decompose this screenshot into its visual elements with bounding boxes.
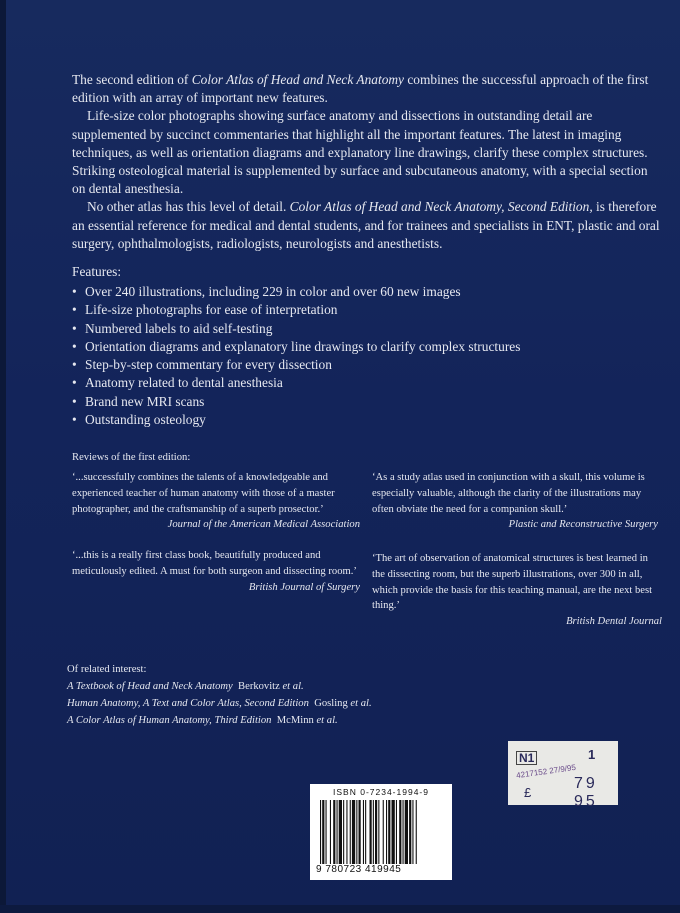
intro-paragraph-3: No other atlas has this level of detail. Color Atlas of Head and Neck Anatomy, Second Edition, is therefore an essential reference for medical and dental students, and for trainees and specialists in ENT, plastic and oral surgery, ophthalmologists, radiologists, neurologists and anesthetists. bbox=[72, 199, 660, 251]
quote-text: ‘...successfully combines the talents of a knowledgeable and experienced teacher of human anatomy with those of a master photographer, and the craftsmanship of a superb prosector.’ bbox=[72, 472, 335, 515]
list-item: • Outstanding osteology bbox=[72, 411, 520, 429]
related-titles bbox=[67, 661, 372, 729]
intro-text bbox=[72, 71, 664, 253]
bullet-icon: • bbox=[72, 412, 77, 428]
review-source: Journal of the American Medical Association bbox=[167, 519, 360, 531]
intro-paragraph-2: Life-size color photographs showing surface anatomy and dissections in outstanding detail are supplemented by succinct commentaries that highlight all the important features. The latest in imaging techniques, as well as orientation diagrams and explanatory line drawings, clarify these complex structures. Striking osteological material is supplemented by surface and subcutaneous anatomy, with a special section on dental anesthesia. bbox=[72, 108, 648, 197]
review-source: British Journal of Surgery bbox=[248, 581, 360, 593]
bullet-icon: • bbox=[72, 284, 77, 299]
bullet-icon: • bbox=[72, 393, 77, 409]
bullet-icon: • bbox=[72, 375, 77, 391]
currency-symbol: £ bbox=[524, 785, 532, 800]
reviews-heading: Reviews of the first edition: bbox=[72, 452, 191, 463]
bullet-icon: • bbox=[72, 338, 77, 354]
review-quote bbox=[72, 470, 360, 533]
quote-text: ‘...this is a really first class book, beautifully produced and meticulously edited. A must for both surgeon and dissecting room.’ bbox=[72, 550, 357, 577]
review-quote bbox=[372, 551, 662, 630]
review-source: Plastic and Reconstructive Surgery bbox=[508, 519, 658, 531]
isbn-text: ISBN 0-7234-1994-9 bbox=[333, 787, 429, 797]
quote-text: ‘As a study atlas used in conjunction with a skull, this volume is especially valuable, although the clarity of the illustrations may often obviate the need for a companion skull.’ bbox=[372, 472, 645, 515]
review-source: British Dental Journal bbox=[566, 616, 662, 628]
list-item: • Anatomy related to dental anesthesia bbox=[72, 374, 520, 392]
list-item: • Life-size photographs for ease of interpretation bbox=[72, 301, 520, 319]
features-list bbox=[72, 283, 520, 429]
sticker-qty: 1 bbox=[588, 747, 596, 762]
list-item: • Orientation diagrams and explanatory line drawings to clarify complex structures bbox=[72, 338, 520, 356]
review-quote bbox=[372, 470, 658, 533]
list-item: • Over 240 illustrations, including 229 in color and over 60 new images bbox=[72, 283, 520, 301]
book-title: Color Atlas of Head and Neck Anatomy, Second Edition, bbox=[289, 199, 593, 215]
cover-spine-edge bbox=[0, 0, 6, 913]
sticker-price: 79 95 bbox=[574, 775, 598, 810]
sticker-ref: 4217152 27/9/95 bbox=[515, 762, 577, 781]
related-item: Human Anatomy, A Text and Color Atlas, Second Edition Gosling et al. bbox=[67, 698, 372, 709]
features-heading: Features: bbox=[72, 264, 122, 279]
bullet-icon: • bbox=[72, 357, 77, 373]
related-heading: Of related interest: bbox=[67, 664, 147, 675]
barcode-icon bbox=[318, 800, 444, 864]
cover-bottom-edge bbox=[0, 905, 680, 913]
intro-paragraph-1: The second edition of Color Atlas of Head and Neck Anatomy combines the successful approach of the first edition with an array of important new features. bbox=[72, 72, 649, 106]
quote-text: ‘The art of observation of anatomical structures is best learned in the dissecting room, but the superb illustrations, over 300 in all, which provide the basis for this teaching manual, are the next best thing.’ bbox=[372, 553, 653, 612]
review-quote bbox=[72, 548, 360, 595]
list-item: • Brand new MRI scans bbox=[72, 393, 520, 411]
related-item: A Textbook of Head and Neck Anatomy Berkovitz et al. bbox=[67, 681, 304, 692]
bullet-icon: • bbox=[72, 302, 77, 318]
barcode-label bbox=[310, 784, 452, 880]
sticker-code: N1 bbox=[516, 751, 537, 765]
book-title: Color Atlas of Head and Neck Anatomy bbox=[191, 72, 404, 87]
bullet-icon: • bbox=[72, 320, 77, 336]
related-item: A Color Atlas of Human Anatomy, Third Edition McMinn et al. bbox=[67, 715, 338, 726]
price-sticker bbox=[508, 741, 618, 810]
list-item: • Numbered labels to aid self-testing bbox=[72, 320, 520, 338]
barcode-digits: 9 780723 419945 bbox=[316, 864, 402, 875]
list-item: • Step-by-step commentary for every dissection bbox=[72, 356, 520, 374]
